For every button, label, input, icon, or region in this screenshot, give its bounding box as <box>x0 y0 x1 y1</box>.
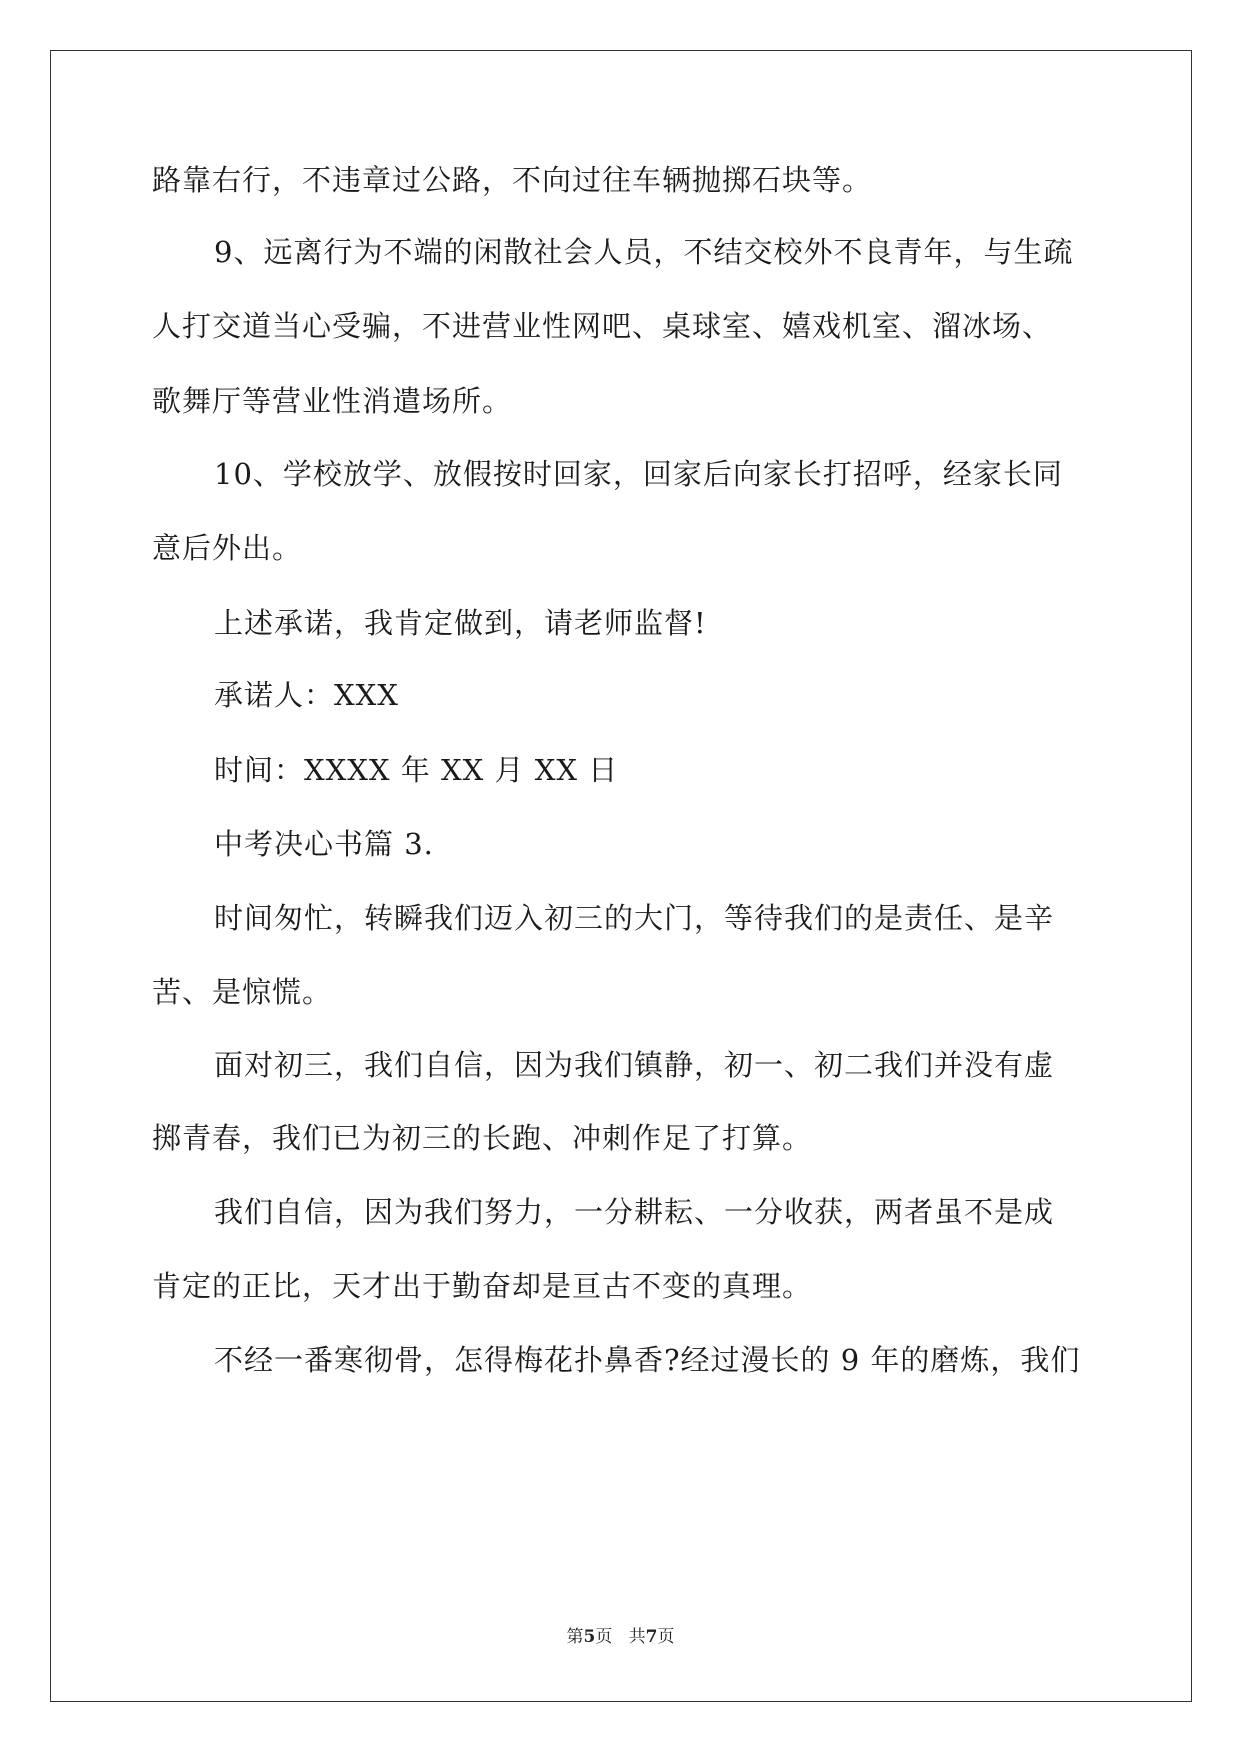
total-page-number: 7 <box>645 1627 658 1647</box>
text-line: 上述承诺，我肯定做到，请老师监督! <box>214 606 707 640</box>
text-line: 时间：XXXX 年 XX 月 XX 日 <box>214 753 619 787</box>
current-page-number: 5 <box>583 1627 596 1647</box>
text-line: 苦、是惊慌。 <box>152 975 333 1009</box>
text-line: 不经一番寒彻骨，怎得梅花扑鼻香?经过漫长的 9 年的磨炼，我们 <box>214 1343 1081 1377</box>
text-line: 意后外出。 <box>152 531 303 565</box>
text-line: 我们自信，因为我们努力，一分耕耘、一分收获，两者虽不是成 <box>214 1195 1055 1229</box>
text-line: 9、远离行为不端的闲散社会人员，不结交校外不良青年，与生疏 <box>214 235 1074 269</box>
text-line: 承诺人：XXX <box>214 678 399 712</box>
text-line: 面对初三，我们自信，因为我们镇静，初一、初二我们并没有虚 <box>214 1048 1055 1082</box>
text-line: 歌舞厅等营业性消遣场所。 <box>152 384 513 418</box>
text-line: 人打交道当心受骗，不进营业性网吧、桌球室、嬉戏机室、溜冰场、 <box>152 309 1053 343</box>
text-line: 10、学校放学、放假按时回家，回家后向家长打招呼，经家长同 <box>214 457 1063 491</box>
text-line: 时间匆忙，转瞬我们迈入初三的大门，等待我们的是责任、是辛 <box>214 901 1055 935</box>
text-line: 路靠右行，不违章过公路，不向过往车辆抛掷石块等。 <box>152 163 873 197</box>
page-border <box>50 50 1192 1702</box>
page-footer <box>0 1622 1241 1647</box>
text-line: 肯定的正比，天才出于勤奋却是亘古不变的真理。 <box>152 1269 813 1303</box>
text-line: 掷青春，我们已为初三的长跑、冲刺作足了打算。 <box>152 1121 813 1155</box>
text-line: 中考决心书篇 3. <box>214 827 434 861</box>
footer-prefix: 第 <box>566 1627 584 1647</box>
footer-suffix: 页 <box>657 1627 675 1647</box>
footer-middle: 页 共 <box>595 1627 646 1647</box>
